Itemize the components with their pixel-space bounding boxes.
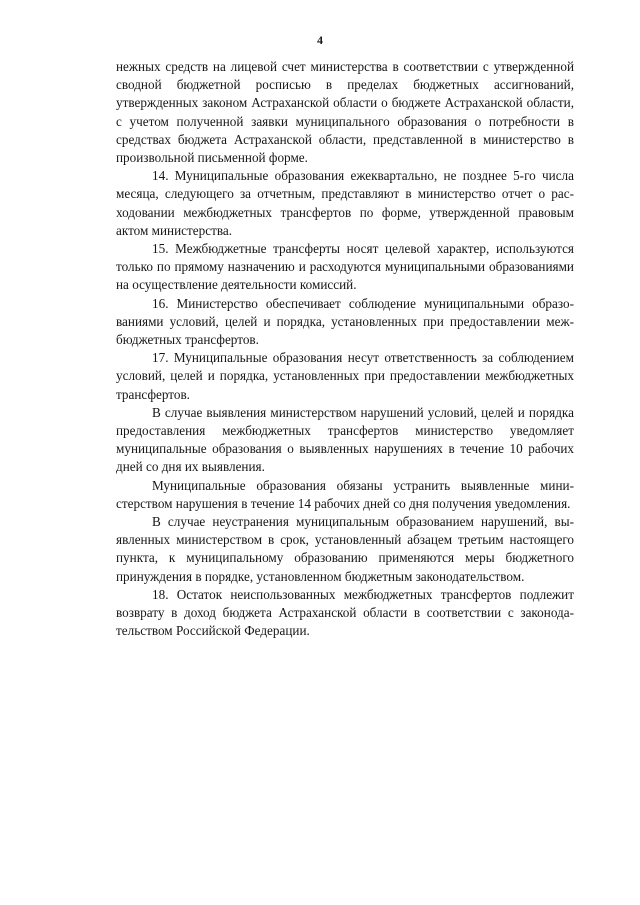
paragraph-violations-notice: В случае выявления министерством нарушений условий, целей и порядка предоставления межбюджетных трансфертов министерство уведомляет муниципальные образования о выявленных нарушениях в течение 10 рабочих дней со дня их выявления. xyxy=(116,404,574,475)
paragraph-item-18: 18. Остаток неиспользованных межбюджетных трансфертов подлежит возврату в доход бюджета Астраханской области в соответствии с законодательством Российской Федерации. xyxy=(116,586,574,639)
paragraph-item-16: 16. Министерство обеспечивает соблюдение муниципальными образованиями условий, целей и порядка, установленных при предоставлении межбюджетных трансфертов. xyxy=(116,295,574,348)
page-number: 4 xyxy=(317,33,323,47)
paragraph-item-17: 17. Муниципальные образования несут ответственность за соблюдением условий, целей и порядка, установленных при предоставлении межбюджетных трансфертов. xyxy=(116,350,574,402)
paragraph-continuation: нежных средств на лицевой счет министерства в соответствии с утвержденной сводной бюджетной росписью в пределах бюджетных ассигнований, утвержденных законом Астраханской области о бюджете Астраханской области, с учетом полученной заявки муниципального образования о потребности в средствах бюджета Астраханской области, представленной в министерство в произвольной письменной форме. xyxy=(116,59,574,166)
paragraph-budget-enforcement: В случае неустранения муниципальным образованием нарушений, выявленных министерством в срок, установленный абзацем третьим настоящего пункта, к муниципальному образованию применяются меры бюджетного принуждения в порядке, установленном бюджетным законодательством. xyxy=(116,514,574,584)
document-body xyxy=(116,58,574,641)
paragraph-item-15: 15. Межбюджетные трансферты носят целевой характер, используются только по прямому назначению и расходуются муниципальными образованиями на осуществление деятельности комиссий. xyxy=(116,241,574,293)
paragraph-violations-fix: Муниципальные образования обязаны устранить выявленные министерством нарушения в течение 14 рабочих дней со дня получения уведомления. xyxy=(116,477,574,511)
paragraph-item-14: 14. Муниципальные образования ежеквартально, не позднее 5-го числа месяца, следующего за отчетным, представляют в министерство отчет о расходовании межбюджетных трансфертов по форме, утвержденной правовым актом министерства. xyxy=(116,168,574,238)
